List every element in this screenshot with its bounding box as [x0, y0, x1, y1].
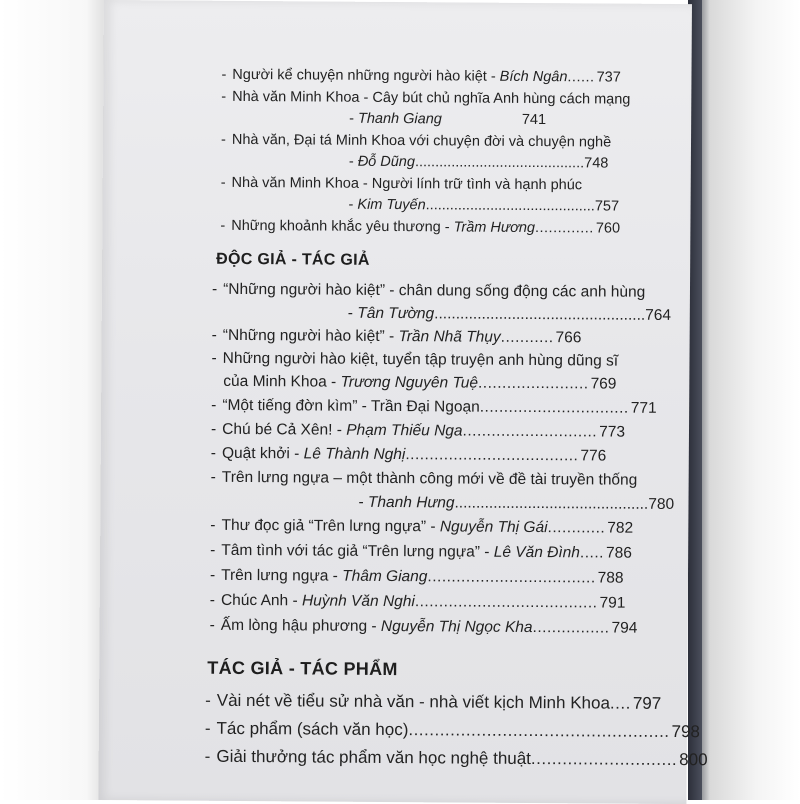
toc-entry: - Những người hào kiệt, tuyển tập truyện anh hùng dũng sĩ	[211, 349, 619, 370]
toc-entry-author-line: - Tân Tường.................................................764	[347, 304, 672, 324]
toc-entry: - Trên lưng ngựa - Thâm Giang................................... 788	[209, 566, 624, 587]
toc-entry: - “Những người hào kiệt” - chân dung sống động các anh hùng	[211, 280, 646, 301]
toc-entry: - Chúc Anh - Huỳnh Văn Nghi...................................... 791	[209, 591, 626, 612]
toc-entry: - Trên lưng ngựa – một thành công mới về đề tài truyền thống	[210, 468, 638, 489]
section-heading: ĐỘC GIẢ - TÁC GIẢ	[216, 250, 370, 269]
toc-entry: - Nhà văn, Đại tá Minh Khoa với chuyện đời và chuyện nghề	[220, 131, 612, 151]
toc-entry-author-line: - Thanh Giang 741	[349, 110, 547, 129]
toc-entry: - “Một tiếng đờn kìm” - Trần Đại Ngoạn............................... 771	[211, 396, 657, 417]
toc-entry: - Những khoảnh khắc yêu thương - Trầm Hương............. 760	[220, 217, 621, 237]
toc-entry: - Vài nét về tiểu sử nhà văn - nhà viết kịch Minh Khoa.... 797	[205, 690, 662, 713]
section-heading: TÁC GIẢ - TÁC PHẨM	[207, 657, 398, 680]
toc-entry-author-line: - Thanh Hưng.............................................780	[358, 493, 675, 513]
toc-section-continuation	[104, 0, 692, 237]
toc-entry: - Tâm tình với tác giả “Trên lưng ngựa” - Lê Văn Đình..... 786	[210, 541, 632, 562]
toc-entry-author-line: - Đỗ Dũng..........................................748	[348, 153, 609, 172]
background-left	[0, 0, 108, 800]
toc-entry: - Nhà văn Minh Khoa - Cây bút chủ nghĩa Anh hùng cách mạng	[221, 88, 631, 108]
toc-entry: - Người kể chuyện những người hào kiệt - Bích Ngân...... 737	[221, 66, 621, 86]
book-page	[98, 0, 708, 804]
toc-entry-author-line: - Kim Tuyến..........................................757	[348, 196, 620, 215]
toc-entry: - Tác phẩm (sách văn học).................................................. 798	[204, 718, 701, 742]
background-right	[690, 0, 800, 800]
toc-entry: - Chú bé Cả Xên! - Phạm Thiếu Nga............................ 773	[210, 420, 626, 441]
toc-entry: - Thư đọc giả “Trên lưng ngựa” - Nguyễn Thị Gái............ 782	[210, 516, 634, 537]
toc-entry: - “Những người hào kiệt” - Trần Nhã Thụy........... 766	[211, 326, 582, 347]
toc-entry: - Quật khởi - Lê Thành Nghị.................................... 776	[210, 444, 607, 465]
toc-entry: - Giải thưởng tác phẩm văn học nghệ thuật............................ 800	[204, 746, 708, 770]
toc-entry: - Nhà văn Minh Khoa - Người lính trữ tình và hạnh phúc	[220, 174, 583, 194]
toc-entry-continuation: của Minh Khoa - Trương Nguyên Tuệ....................... 769	[223, 372, 617, 393]
toc-entry: - Ấm lòng hậu phương - Nguyễn Thị Ngọc Kha................ 794	[209, 616, 638, 637]
